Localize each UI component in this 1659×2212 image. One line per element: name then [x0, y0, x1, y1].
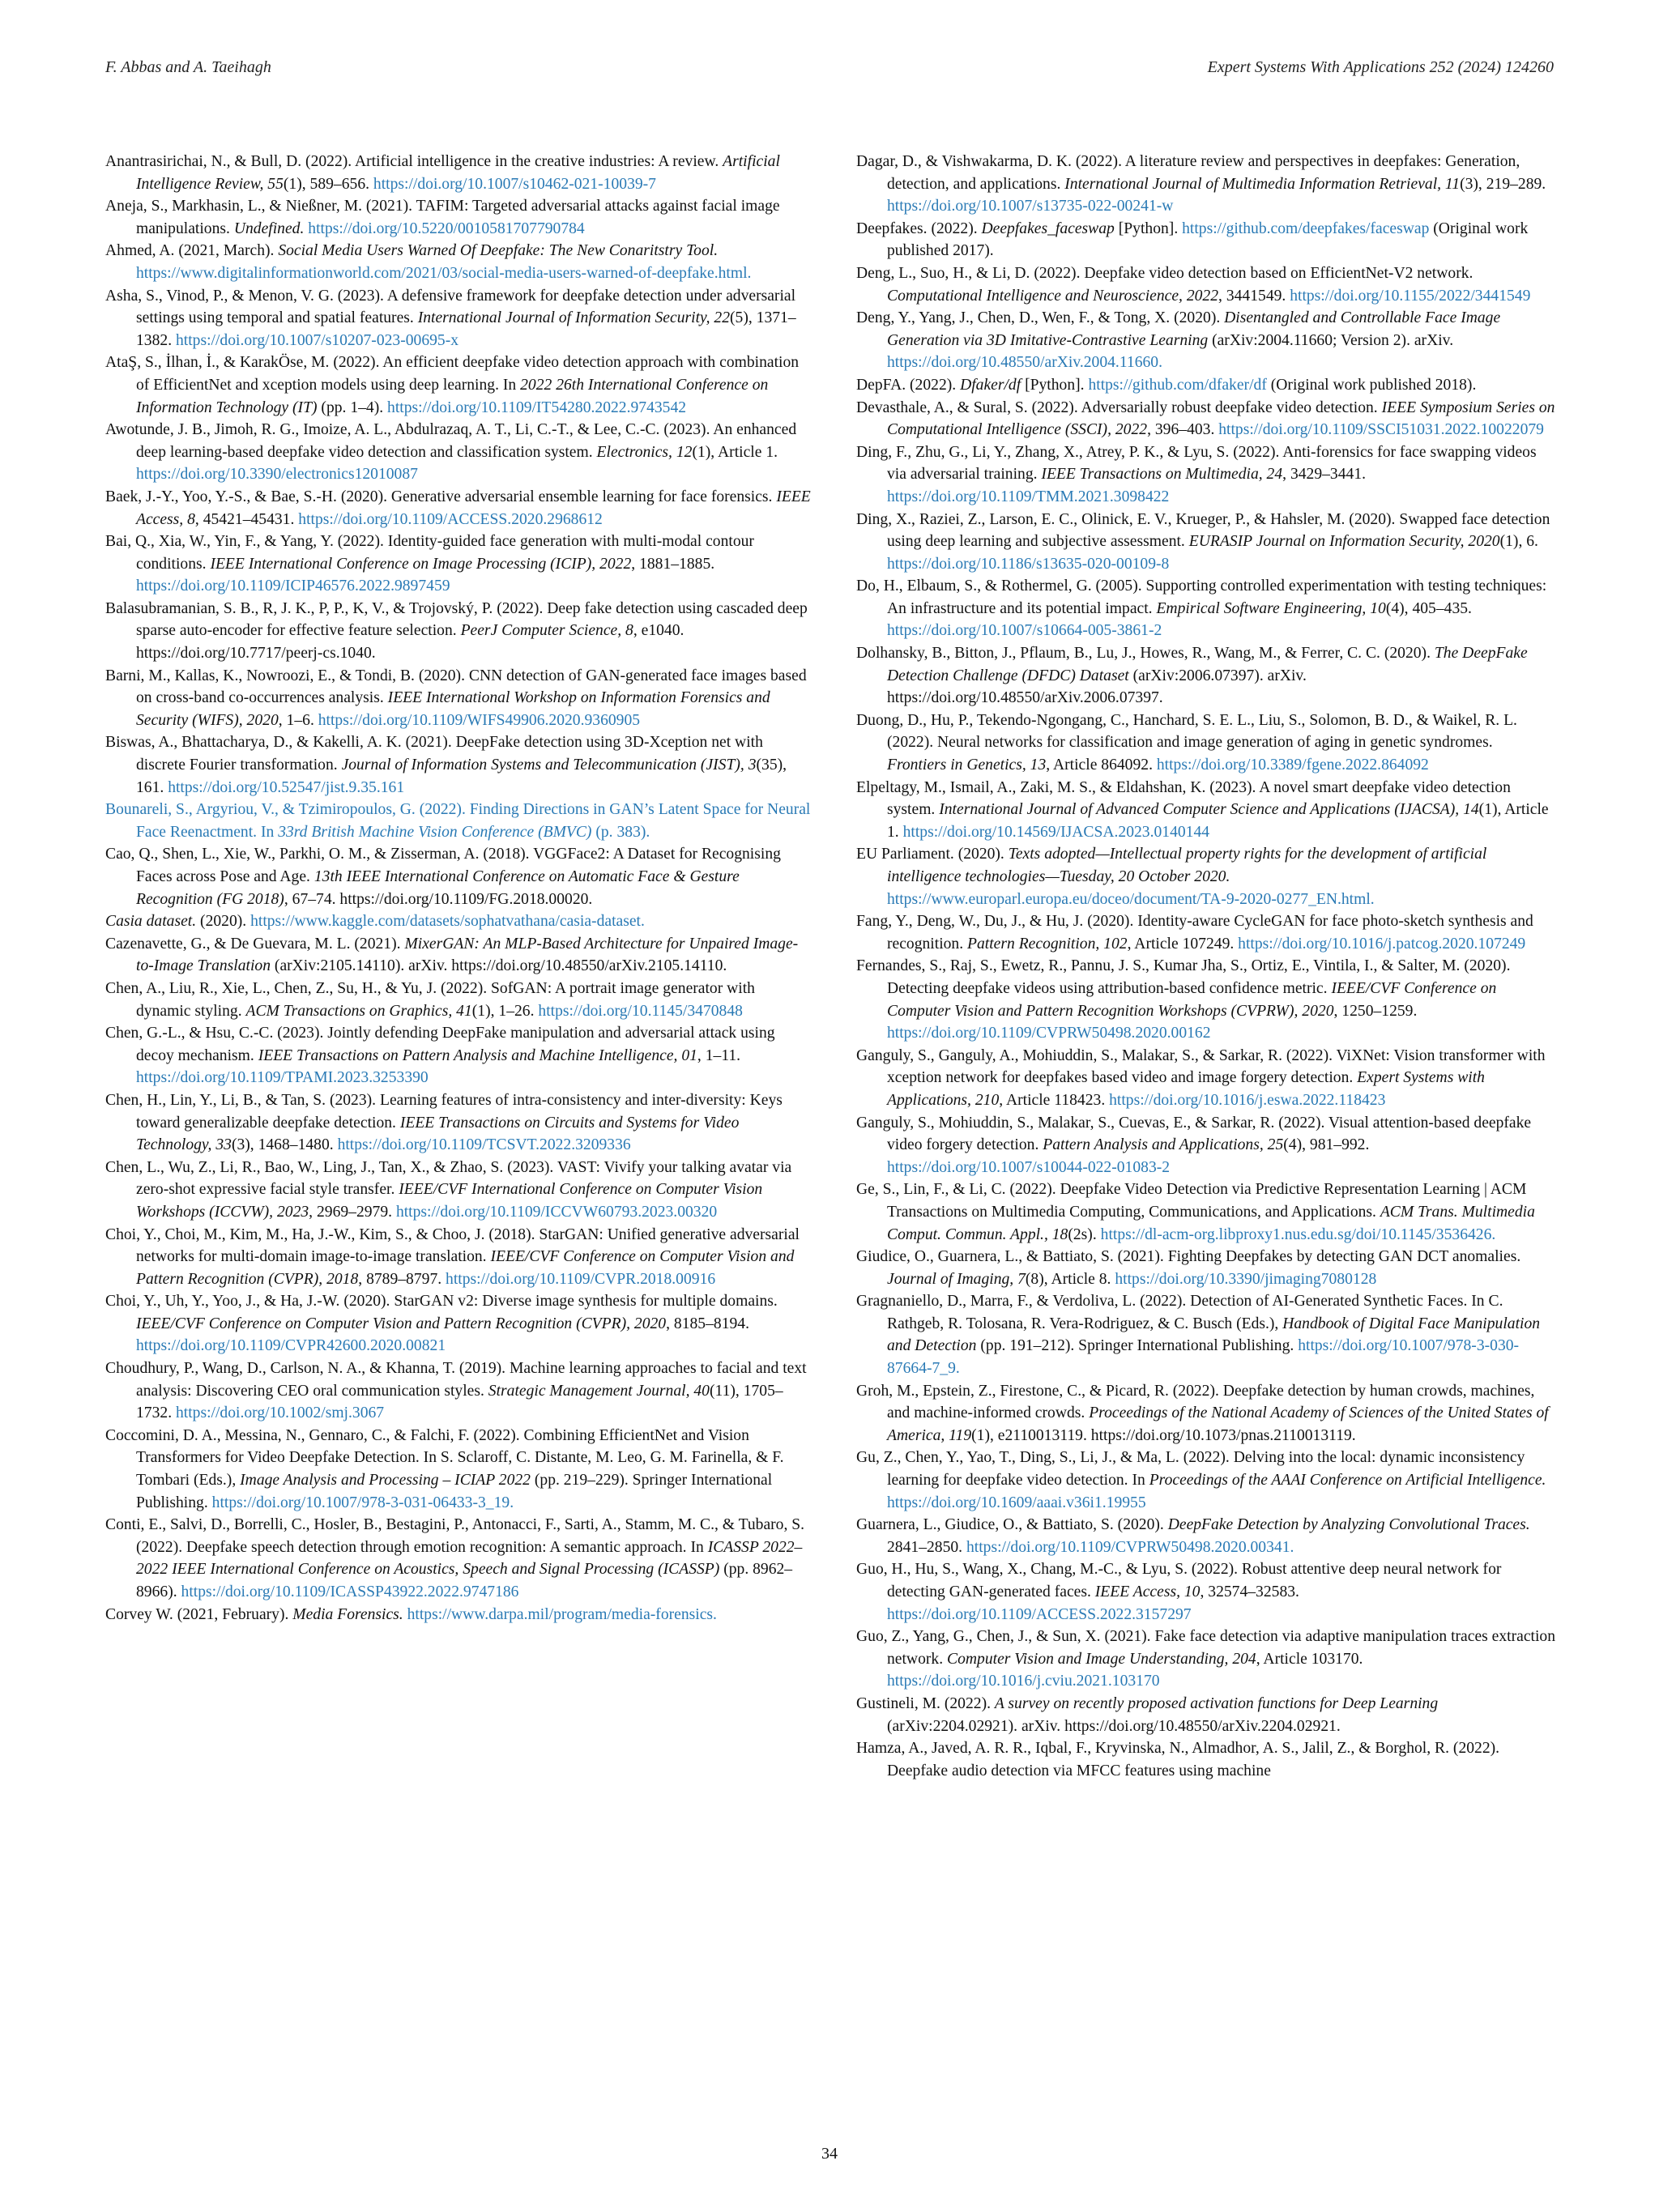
ref-venue: Computational Intelligence and Neuroscience, 2022	[887, 287, 1219, 305]
reference-entry	[105, 1157, 812, 1224]
ref-link[interactable]: https://doi.org/10.1109/CVPRW50498.2020.00162	[887, 1025, 1211, 1042]
ref-details: , 8789–8797.	[358, 1270, 446, 1288]
reference-entry	[856, 1246, 1555, 1290]
ref-venue: ACM Trans. Multimedia Comput. Commun. Appl., 18	[887, 1203, 1535, 1243]
reference-entry	[105, 1425, 812, 1514]
ref-details: (1), Article 1.	[692, 443, 778, 461]
ref-text: Chen, G.-L., & Hsu, C.-C. (2023). Jointly defending DeepFake manipulation and adversarial attack using decoy mechanism.	[105, 1025, 775, 1064]
ref-details: , 2969–2979.	[309, 1203, 396, 1221]
reference-entry	[856, 710, 1555, 777]
ref-text: Barni, M., Kallas, K., Nowroozi, E., & Tondi, B. (2020). CNN detection of GAN-generated face images based on cross-band co-occurrences analysis.	[105, 667, 807, 707]
ref-text: Choudhury, P., Wang, D., Carlson, N. A., & Khanna, T. (2019). Machine learning approaches to facial and text analysis: Discovering CEO oral communication styles.	[105, 1360, 807, 1400]
ref-link[interactable]: https://doi.org/10.1109/TCSVT.2022.3209336	[337, 1136, 631, 1154]
reference-entry	[856, 1514, 1555, 1558]
ref-venue: ICASSP 2022–2022 IEEE International Conference on Acoustics, Speech and Signal Processing (ICASSP)	[136, 1538, 803, 1579]
reference-entry	[856, 642, 1555, 710]
ref-link[interactable]: https://doi.org/10.1007/s10462-021-10039-7	[373, 175, 656, 193]
ref-details: , 8185–8194.	[666, 1315, 749, 1332]
ref-text: Guo, H., Hu, S., Wang, X., Chang, M.-C., & Lyu, S. (2022). Robust attentive deep neural network for detecting GAN-generated faces.	[856, 1561, 1502, 1600]
ref-venue: IEEE International Conference on Image Processing (ICIP), 2022	[210, 555, 632, 573]
reference-entry	[105, 195, 812, 240]
ref-link[interactable]: https://doi.org/10.52547/jist.9.35.161	[168, 778, 405, 796]
ref-venue: Dfaker/df	[960, 376, 1021, 394]
ref-text: Hamza, A., Javed, A. R. R., Iqbal, F., Kryvinska, N., Almadhor, A. S., Jalil, Z., & Borghol, R. (2022). Deepfake audio detection via MFCC features using machine	[856, 1740, 1500, 1779]
reference-entry	[105, 1290, 812, 1357]
ref-venue: Disentangled and Controllable Face Image Generation via 3D Imitative-Contrastive Learning	[887, 309, 1501, 349]
ref-link[interactable]: https://www.europarl.europa.eu/doceo/document/TA-9-2020-0277_EN.html.	[887, 890, 1375, 908]
ref-link[interactable]: https://doi.org/10.5220/0010581707790784	[308, 219, 585, 237]
ref-details: (arXiv:2004.11660; Version 2). arXiv.	[1208, 331, 1454, 349]
ref-venue: Pattern Recognition, 102	[967, 935, 1128, 953]
ref-text: Choi, Y., Choi, M., Kim, M., Ha, J.-W., Kim, S., & Choo, J. (2018). StarGAN: Unified generative adversarial networks for multi-domain image-to-image translation.	[105, 1225, 800, 1266]
reference-entry	[856, 843, 1555, 910]
ref-details: , e1040. https://doi.org/10.7717/peerj-cs.1040.	[136, 622, 684, 663]
reference-entry	[105, 731, 812, 799]
running-header-journal: Expert Systems With Applications 252 (2024) 124260	[1207, 58, 1554, 76]
ref-text: Choi, Y., Uh, Y., Yoo, J., & Ha, J.-W. (2020). StarGAN v2: Diverse image synthesis for multiple domains.	[105, 1293, 778, 1311]
ref-link[interactable]: https://doi.org/10.3390/electronics12010087	[136, 466, 418, 484]
ref-details: [Python].	[1114, 219, 1183, 237]
ref-details: , 3429–3441.	[1282, 466, 1367, 484]
ref-text: Conti, E., Salvi, D., Borrelli, C., Hosler, B., Bestagini, P., Antonacci, F., Sarti, A., Stamm, M. C., & Tubaro, S. (2022). Deepfake speech detection through emotion recognition: A semantic approach. In	[105, 1516, 805, 1556]
ref-text: Fernandes, S., Raj, S., Ewetz, R., Pannu, J. S., Kumar Jha, S., Ortiz, E., Vintila, I., & Salter, M. (2020). Detecting deepfake videos using attribution-based confidence metric.	[856, 957, 1511, 997]
running-header-authors: F. Abbas and A. Taeihagh	[105, 58, 271, 76]
ref-venue: IEEE Access, 10	[1094, 1583, 1201, 1600]
ref-details: (4), 405–435.	[1385, 599, 1472, 617]
ref-text: Ganguly, S., Mohiuddin, S., Malakar, S., Cuevas, E., & Sarkar, R. (2022). Visual attention-based deepfake video forgery detection.	[856, 1114, 1532, 1154]
ref-link[interactable]: https://doi.org/10.1007/s13735-022-00241-w	[887, 198, 1174, 215]
ref-details: , 32574–32583.	[1200, 1583, 1299, 1600]
ref-text: Ahmed, A. (2021, March).	[105, 242, 279, 260]
ref-note: (Original work published 2017).	[887, 219, 1529, 260]
ref-link[interactable]: https://www.darpa.mil/program/media-forensics.	[407, 1605, 717, 1623]
ref-link[interactable]: https://doi.org/10.1109/SSCI51031.2022.10022079	[1218, 421, 1544, 439]
ref-venue: IEEE/CVF Conference on Computer Vision and Pattern Recognition Workshops (CVPRW), 2020	[887, 979, 1497, 1020]
reference-entry	[105, 285, 812, 352]
ref-details: (1), 1–26.	[471, 1002, 539, 1020]
reference-entry	[105, 1089, 812, 1157]
ref-venue: ACM Transactions on Graphics, 41	[245, 1002, 472, 1020]
ref-text: Devasthale, A., & Sural, S. (2022). Adversarially robust deepfake video detection.	[856, 399, 1382, 416]
ref-details: , Article 103170.	[1256, 1650, 1363, 1668]
reference-entry	[856, 151, 1555, 218]
ref-venue: Deepfakes_faceswap	[981, 219, 1115, 237]
ref-venue: IEEE/CVF International Conference on Computer Vision Workshops (ICCVW), 2023	[136, 1181, 763, 1221]
ref-note: (Original work published 2018).	[1266, 376, 1477, 394]
ref-link[interactable]: https://doi.org/10.1109/CVPR.2018.00916	[446, 1270, 716, 1288]
ref-link[interactable]: https://doi.org/10.1007/978-3-031-06433-3_19.	[211, 1494, 514, 1511]
ref-venue: Expert Systems with Applications, 210	[887, 1069, 1485, 1109]
reference-entry	[856, 910, 1555, 955]
ref-link[interactable]: https://doi.org/10.1109/ICASSP43922.2022.9747186	[181, 1583, 519, 1600]
ref-text: Bounareli, S., Argyriou, V., & Tzimiropoulos, G. (2022). Finding Directions in GAN’s Latent Space for Neural Face Reenactment. In	[105, 801, 811, 841]
ref-details: , 3441549.	[1218, 287, 1290, 305]
ref-link[interactable]: https://doi.org/10.3390/jimaging7080128	[1115, 1270, 1377, 1288]
ref-details: (p. 383).	[591, 823, 650, 841]
ref-venue: Proceedings of the National Academy of Sciences of the United States of America, 119	[887, 1404, 1549, 1444]
ref-text: Coccomini, D. A., Messina, N., Gennaro, C., & Falchi, F. (2022). Combining EfficientNet and Vision Transformers for Video Deepfake Detection. In S. Sclaroff, C. Distante, M. Leo, G. M. Farinella, & F. Tombari (Eds.),	[105, 1426, 784, 1490]
reference-entry	[105, 978, 812, 1022]
ref-link[interactable]: https://doi.org/10.1109/ACCESS.2022.3157297	[887, 1605, 1192, 1623]
ref-text: Groh, M., Epstein, Z., Firestone, C., & Picard, R. (2022). Deepfake detection by human crowds, machines, and machine-informed crowds.	[856, 1382, 1535, 1422]
ref-venue: Strategic Management Journal, 40	[488, 1382, 710, 1400]
ref-link[interactable]: https://doi.org/10.1109/WIFS49906.2020.9360905	[318, 711, 641, 729]
ref-text: Chen, A., Liu, R., Xie, L., Chen, Z., Su, H., & Yu, J. (2022). SofGAN: A portrait image generator with dynamic styling.	[105, 979, 755, 1020]
ref-text: Awotunde, J. B., Jimoh, R. G., Imoize, A. L., Abdulrazaq, A. T., Li, C.-T., & Lee, C.-C. (2023). An enhanced deep learning-based deepfake video detection and classification system.	[105, 421, 797, 461]
ref-link[interactable]: https://doi.org/10.1609/aaai.v36i1.19955	[887, 1494, 1146, 1511]
ref-details: (8), Article 8.	[1025, 1270, 1115, 1288]
ref-link[interactable]: https://doi.org/10.1109/TMM.2021.3098422	[887, 488, 1170, 505]
ref-venue: Electronics, 12	[596, 443, 693, 461]
ref-details: (arXiv:2006.07397). arXiv. https://doi.org/10.48550/arXiv.2006.07397.	[887, 667, 1307, 707]
ref-details: (1), Article 1.	[887, 801, 1549, 841]
ref-link[interactable]: https://doi.org/10.48550/arXiv.2004.11660.	[887, 354, 1162, 372]
ref-venue: IEEE Transactions on Circuits and Systems for Video Technology, 33	[136, 1114, 740, 1154]
ref-text: Do, H., Elbaum, S., & Rothermel, G. (2005). Supporting controlled experimentation with testing techniques: An infrastructure and its potential impact.	[856, 578, 1547, 617]
ref-venue: IEEE/CVF Conference on Computer Vision and Pattern Recognition (CVPR), 2020	[136, 1315, 667, 1332]
reference-entry	[856, 1693, 1555, 1737]
ref-link[interactable]: https://doi.org/10.1186/s13635-020-00109-8	[887, 555, 1170, 573]
ref-details: (3), 1468–1480.	[231, 1136, 338, 1154]
ref-venue: International Journal of Information Security, 22	[417, 309, 731, 327]
reference-entry	[856, 218, 1555, 262]
ref-venue: IEEE Transactions on Multimedia, 24	[1041, 466, 1283, 484]
ref-link[interactable]: https://doi.org/10.14569/IJACSA.2023.0140144	[902, 823, 1210, 841]
reference-entry	[856, 1045, 1555, 1112]
ref-details: (arXiv:2204.02921). arXiv. https://doi.org/10.48550/arXiv.2204.02921.	[887, 1717, 1341, 1735]
ref-venue: Undefined.	[233, 219, 305, 237]
ref-link[interactable]: https://doi.org/10.1002/smj.3067	[175, 1404, 385, 1422]
reference-entry	[856, 1380, 1555, 1447]
ref-link[interactable]: https://github.com/deepfakes/faceswap	[1182, 219, 1430, 237]
ref-details: (4), 981–992.	[1283, 1136, 1370, 1154]
ref-venue: EURASIP Journal on Information Security, 2020	[1188, 533, 1500, 551]
ref-venue: International Journal of Advanced Computer Science and Applications (IJACSA), 14	[939, 801, 1479, 819]
ref-text: Giudice, O., Guarnera, L., & Battiato, S. (2021). Fighting Deepfakes by detecting GAN DCT anomalies.	[856, 1248, 1521, 1266]
reference-entry	[856, 955, 1555, 1044]
ref-venue: IEEE/CVF Conference on Computer Vision and Pattern Recognition (CVPR), 2018	[136, 1248, 795, 1288]
ref-link[interactable]: https://www.kaggle.com/datasets/sophatvathana/casia-dataset.	[250, 913, 645, 931]
references-column-left	[105, 151, 812, 1626]
ref-link[interactable]: https://doi.org/10.1007/978-3-030-87664-7_9.	[887, 1337, 1520, 1378]
reference-entry	[105, 665, 812, 732]
ref-venue: Artificial Intelligence Review, 55	[136, 153, 780, 193]
reference-entry	[105, 933, 812, 978]
ref-text: Chen, H., Lin, Y., Li, B., & Tan, S. (2023). Learning features of intra-consistency and inter-diversity: Keys toward generalizable deepfake detection.	[105, 1091, 783, 1132]
ref-venue: IEEE International Workshop on Information Forensics and Security (WIFS), 2020	[136, 689, 770, 729]
ref-text: Chen, L., Wu, Z., Li, R., Bao, W., Ling, J., Tan, X., & Zhao, S. (2023). VAST: Vivify your talking avatar via zero-shot expressive facial style transfer.	[105, 1158, 792, 1199]
ref-link[interactable]: https://dl-acm-org.libproxy1.nus.edu.sg/doi/10.1145/3536426.	[1100, 1225, 1496, 1243]
ref-venue: IEEE Access, 8	[136, 488, 811, 528]
reference-entry	[105, 1357, 812, 1425]
reference-entry	[856, 1178, 1555, 1246]
ref-link[interactable]: https://doi.org/10.1016/j.patcog.2020.107249	[1238, 935, 1526, 953]
ref-venue: Texts adopted—Intellectual property rights for the development of artificial intelligence technologies—Tuesday, 20 October 2020.	[887, 846, 1487, 885]
page-number: 34	[821, 2145, 838, 2163]
reference-entry	[856, 1112, 1555, 1179]
ref-details: (1), e2110013119. https://doi.org/10.1073/pnas.2110013119.	[971, 1426, 1356, 1444]
reference-entry	[105, 1224, 812, 1291]
ref-venue: IEEE Transactions on Pattern Analysis and Machine Intelligence, 01	[258, 1046, 697, 1064]
ref-details: (11), 1705–1732.	[136, 1382, 783, 1422]
ref-text: Aneja, S., Markhasin, L., & Nießner, M. (2021). TAFIM: Targeted adversarial attacks against facial image manipulations.	[105, 198, 780, 237]
ref-venue: Journal of Information Systems and Telecommunication (JIST), 3	[341, 757, 757, 774]
reference-entry	[856, 1558, 1555, 1626]
reference-entry	[856, 777, 1555, 844]
ref-link[interactable]: https://doi.org/10.1145/3470848	[538, 1002, 743, 1020]
ref-venue: Empirical Software Engineering, 10	[1156, 599, 1386, 617]
ref-text: EU Parliament. (2020).	[856, 846, 1009, 863]
ref-venue: Social Media Users Warned Of Deepfake: The New Conaritstry Tool.	[278, 242, 719, 260]
ref-link[interactable]: https://doi.org/10.1007/s10044-022-01083-2	[887, 1158, 1171, 1176]
ref-text: Baek, J.-Y., Yoo, Y.-S., & Bae, S.-H. (2020). Generative adversarial ensemble learning for face forensics.	[105, 488, 777, 505]
ref-text: Ganguly, S., Ganguly, A., Mohiuddin, S., Malakar, S., & Sarkar, R. (2022). ViXNet: Vision transformer with xception network for deepfakes based video and image forgery detection.	[856, 1046, 1546, 1087]
ref-details: , Article 864092.	[1046, 757, 1157, 774]
ref-link[interactable]: https://doi.org/10.1109/TPAMI.2023.3253390	[136, 1069, 429, 1087]
ref-text: Dolhansky, B., Bitton, J., Pflaum, B., Lu, J., Howes, R., Wang, M., & Ferrer, C. C. (2020).	[856, 645, 1435, 663]
reference-entry	[856, 1290, 1555, 1379]
ref-venue: IEEE Symposium Series on Computational Intelligence (SSCI), 2022	[887, 399, 1555, 439]
ref-text: DepFA. (2022).	[856, 376, 961, 394]
ref-text: Corvey W. (2021, February).	[105, 1605, 293, 1623]
ref-text: Bai, Q., Xia, W., Yin, F., & Yang, Y. (2022). Identity-guided face generation with multi-modal contour conditions.	[105, 533, 754, 573]
ref-details: , 1881–1885.	[631, 555, 715, 573]
ref-details: 2841–2850.	[887, 1538, 966, 1556]
reference-entry	[105, 419, 812, 486]
ref-venue: A survey on recently proposed activation functions for Deep Learning	[994, 1694, 1439, 1712]
reference-entry	[856, 397, 1555, 441]
ref-link[interactable]: https://doi.org/10.1109/IT54280.2022.9743542	[387, 399, 687, 416]
ref-link[interactable]: https://doi.org/10.1016/j.eswa.2022.118423	[1109, 1091, 1386, 1109]
ref-details: (1), 6.	[1499, 533, 1538, 551]
ref-details: (arXiv:2105.14110). arXiv. https://doi.org/10.48550/arXiv.2105.14110.	[271, 957, 727, 975]
ref-link[interactable]: https://doi.org/10.3389/fgene.2022.864092	[1156, 757, 1429, 774]
ref-text: Gragnaniello, D., Marra, F., & Verdoliva, L. (2022). Detection of AI-Generated Synthetic Faces. In C. Rathgeb, R. Tolosana, R. Vera-Rodriguez, & C. Busch (Eds.),	[856, 1293, 1503, 1332]
ref-details: (pp. 1–4).	[317, 399, 388, 416]
reference-entry	[856, 441, 1555, 509]
reference-entry	[856, 1737, 1555, 1782]
ref-details: (pp. 219–229). Springer International Publishing.	[136, 1472, 773, 1511]
ref-details: (2s).	[1068, 1225, 1101, 1243]
ref-text: Duong, D., Hu, P., Tekendo-Ngongang, C., Hanchard, S. E. L., Liu, S., Solomon, B. D., & Waikel, R. L. (2022). Neural networks for classification and image generation of aging in genetic syndromes.	[856, 711, 1517, 752]
ref-venue: The DeepFake Detection Challenge (DFDC) Dataset	[887, 645, 1528, 684]
ref-venue: Pattern Analysis and Applications, 25	[1043, 1136, 1284, 1154]
ref-link[interactable]: https://doi.org/10.1109/ICIP46576.2022.9897459	[136, 578, 450, 595]
ref-details: (1), 589–656.	[283, 175, 373, 193]
reference-entry	[105, 1514, 812, 1603]
ref-text: AtaŞ, S., İlhan, İ., & KarakÖse, M. (2022). An efficient deepfake video detection approach with combination of EfficientNet and xception models using deep learning. In	[105, 354, 800, 394]
ref-link[interactable]: https://doi.org/10.1016/j.cviu.2021.103170	[887, 1673, 1160, 1690]
ref-details: , Article 107249.	[1127, 935, 1239, 953]
ref-link[interactable]: https://doi.org/10.1007/s10207-023-00695-x	[175, 331, 459, 349]
ref-text: Cazenavette, G., & De Guevara, M. L. (2021).	[105, 935, 405, 953]
ref-text: Deng, Y., Yang, J., Chen, D., Wen, F., & Tong, X. (2020).	[856, 309, 1225, 327]
reference-entry	[105, 151, 812, 195]
ref-text: Gustineli, M. (2022).	[856, 1694, 995, 1712]
ref-text: Cao, Q., Shen, L., Xie, W., Parkhi, O. M., & Zisserman, A. (2018). VGGFace2: A Dataset for Recognising Faces across Pose and Age.	[105, 846, 781, 885]
ref-text: Gu, Z., Chen, Y., Yao, T., Ding, S., Li, J., & Ma, L. (2022). Delving into the local: dynamic inconsistency learning for deepfake video detection. In	[856, 1449, 1525, 1490]
reference-entry	[105, 1022, 812, 1089]
ref-details: (3), 219–289.	[1460, 175, 1546, 193]
reference-entry	[856, 509, 1555, 576]
ref-link[interactable]: https://doi.org/10.1109/ACCESS.2020.2968612	[298, 510, 603, 528]
reference-entry	[105, 910, 812, 933]
ref-venue: 13th IEEE International Conference on Automatic Face & Gesture Recognition (FG 2018)	[136, 868, 740, 908]
ref-details: (pp. 8962–8966).	[136, 1561, 793, 1600]
reference-entry	[105, 1604, 812, 1626]
ref-venue: Frontiers in Genetics, 13	[887, 757, 1047, 774]
reference-entry	[856, 262, 1555, 307]
ref-venue: Media Forensics.	[292, 1605, 403, 1623]
ref-details: , 67–74. https://doi.org/10.1109/FG.2018.00020.	[284, 890, 593, 908]
reference-entry	[105, 240, 812, 284]
ref-text: Guo, Z., Yang, G., Chen, J., & Sun, X. (2021). Fake face detection via adaptive manipulation traces extraction network.	[856, 1628, 1556, 1668]
ref-details: , Article 118423.	[999, 1091, 1110, 1109]
reference-entry	[105, 598, 812, 665]
ref-text: Balasubramanian, S. B., R, J. K., P, P., K, V., & Trojovský, P. (2022). Deep fake detection using cascaded deep sparse auto-encoder for effective feature selection.	[105, 599, 808, 640]
ref-venue: Proceedings of the AAAI Conference on Artificial Intelligence.	[1149, 1472, 1546, 1490]
ref-venue: MixerGAN: An MLP-Based Architecture for Unpaired Image-to-Image Translation	[136, 935, 799, 975]
reference-entry	[856, 1626, 1555, 1693]
reference-entry	[105, 531, 812, 598]
ref-text: Ge, S., Lin, F., & Li, C. (2022). Deepfake Video Detection via Predictive Representation Learning | ACM Transactions on Multimedia Computing, Communications, and Applications.	[856, 1181, 1527, 1221]
ref-details: (5), 1371–1382.	[136, 309, 796, 349]
ref-venue: Journal of Imaging, 7	[887, 1270, 1026, 1288]
ref-details: (2020).	[196, 913, 251, 931]
ref-link[interactable]: https://github.com/dfaker/df	[1088, 376, 1267, 394]
ref-link[interactable]: https://doi.org/10.1109/CVPRW50498.2020.00341.	[966, 1538, 1294, 1556]
ref-details: , 1250–1259.	[1333, 1002, 1418, 1020]
ref-text: Dagar, D., & Vishwakarma, D. K. (2022). A literature review and perspectives in deepfakes: Generation, detection, and applications.	[856, 153, 1520, 193]
ref-venue: Handbook of Digital Face Manipulation and Detection	[887, 1315, 1541, 1355]
reference-entry	[105, 486, 812, 531]
reference-entry	[856, 307, 1555, 374]
ref-details: [Python].	[1021, 376, 1089, 394]
ref-text: Ding, X., Raziei, Z., Larson, E. C., Olinick, E. V., Krueger, P., & Hahsler, M. (2020). Swapped face detection using deep learning and subjective assessment.	[856, 510, 1550, 551]
ref-link[interactable]: https://doi.org/10.1109/CVPR42600.2020.00821	[136, 1337, 446, 1355]
reference-entry	[105, 843, 812, 910]
ref-text: Asha, S., Vinod, P., & Menon, V. G. (2023). A defensive framework for deepfake detection under adversarial settings using temporal and spatial features.	[105, 287, 796, 327]
ref-text: Fang, Y., Deng, W., Du, J., & Hu, J. (2020). Identity-aware CycleGAN for face photo-sketch synthesis and recognition.	[856, 913, 1533, 953]
ref-link[interactable]: https://www.digitalinformationworld.com/2021/03/social-media-users-warned-of-deepfake.html.	[136, 264, 752, 282]
ref-text: Ding, F., Zhu, G., Li, Y., Zhang, X., Atrey, P. K., & Lyu, S. (2022). Anti-forensics for face swapping videos via adversarial training.	[856, 443, 1537, 484]
ref-venue: DeepFake Detection by Analyzing Convolutional Traces.	[1167, 1516, 1530, 1534]
ref-text: Deng, L., Suo, H., & Li, D. (2022). Deepfake video detection based on EfficientNet-V2 network.	[856, 264, 1473, 282]
ref-text: Biswas, A., Bhattacharya, D., & Kakelli, A. K. (2021). DeepFake detection using 3D-Xception net with discrete Fourier transformation.	[105, 734, 763, 774]
ref-venue: Computer Vision and Image Understanding, 204	[947, 1650, 1256, 1668]
ref-venue: Image Analysis and Processing – ICIAP 2022	[240, 1472, 531, 1490]
ref-venue: 2022 26th International Conference on Information Technology (IT)	[136, 376, 769, 416]
ref-text: Deepfakes. (2022).	[856, 219, 982, 237]
references-column-right	[856, 151, 1555, 1782]
reference-entry	[856, 1447, 1555, 1514]
ref-text: Anantrasirichai, N., & Bull, D. (2022). Artificial intelligence in the creative industries: A review.	[105, 153, 723, 170]
ref-details: (pp. 191–212). Springer International Publishing.	[976, 1337, 1299, 1355]
ref-details: , 1–11.	[697, 1046, 741, 1064]
ref-details: , 45421–45431.	[194, 510, 299, 528]
ref-link[interactable]: https://doi.org/10.1007/s10664-005-3861-2	[887, 622, 1162, 640]
ref-details: (35), 161.	[136, 757, 787, 796]
reference-entry	[105, 799, 812, 843]
reference-entry	[105, 352, 812, 419]
ref-venue: 33rd British Machine Vision Conference (BMVC)	[278, 823, 592, 841]
ref-venue: International Journal of Multimedia Information Retrieval, 11	[1064, 175, 1461, 193]
ref-details: , 396–403.	[1147, 421, 1219, 439]
ref-link[interactable]: https://doi.org/10.1155/2022/3441549	[1290, 287, 1531, 305]
ref-text: Elpeltagy, M., Ismail, A., Zaki, M. S., & Eldahshan, K. (2023). A novel smart deepfake video detection system.	[856, 778, 1511, 819]
ref-venue: PeerJ Computer Science, 8	[460, 622, 633, 640]
ref-venue: Casia dataset.	[105, 913, 197, 931]
reference-entry	[856, 575, 1555, 642]
ref-link[interactable]: https://doi.org/10.1109/ICCVW60793.2023.00320	[395, 1203, 718, 1221]
ref-details: , 1–6.	[278, 711, 318, 729]
ref-text: Guarnera, L., Giudice, O., & Battiato, S. (2020).	[856, 1516, 1168, 1534]
reference-entry	[856, 374, 1555, 397]
